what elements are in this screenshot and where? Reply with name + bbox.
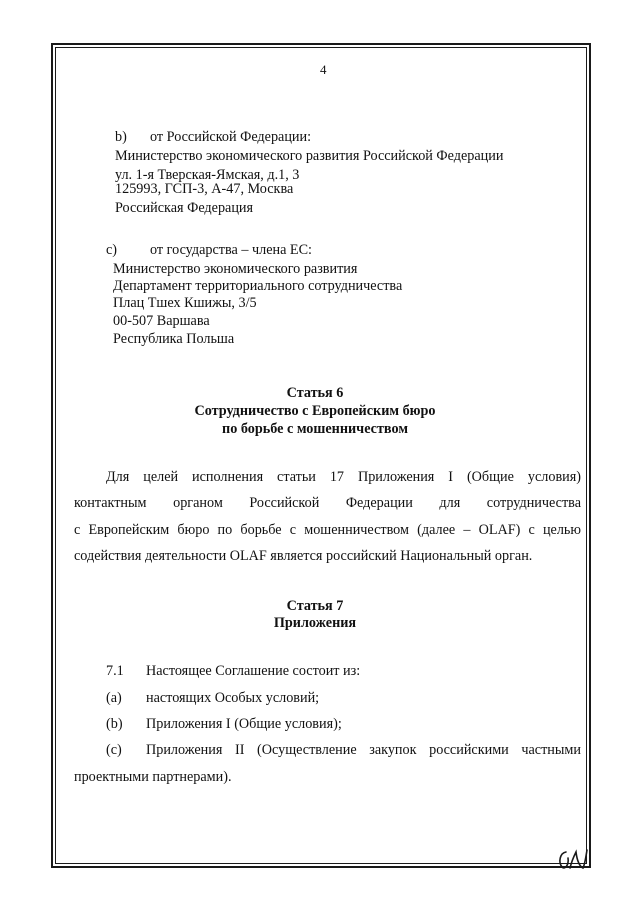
section-c-line: 00-507 Варшава — [113, 313, 210, 329]
article-7-item-text: настоящих Особых условий; — [146, 690, 320, 706]
article-7-item-label: (c) — [106, 742, 122, 758]
section-b-line: Российская Федерация — [115, 200, 254, 216]
article-7-item-label: (a) — [106, 690, 122, 706]
signature-initials-icon — [556, 846, 590, 874]
section-b-label: b) — [115, 129, 127, 145]
article-7-item-label: 7.1 — [106, 663, 124, 679]
article-6-paragraph-line: содействия деятельности OLAF является российский Национальный орган. — [74, 548, 533, 564]
article-6-paragraph-line: контактным органом Российской Федерации для сотрудничества — [74, 495, 581, 511]
article-6-paragraph-line: с Европейским бюро по борьбе с мошенничеством (далее – OLAF) с целью — [74, 522, 581, 538]
article-6-subtitle: по борьбе с мошенничеством — [222, 421, 408, 437]
article-6-heading: Статья 6 — [286, 385, 344, 401]
article-7-item-continuation: проектными партнерами). — [74, 769, 232, 785]
section-c-line: Республика Польша — [113, 331, 235, 347]
article-6-subtitle: Сотрудничество с Европейским бюро — [194, 403, 436, 419]
section-c-line: Плац Тшех Кшижы, 3/5 — [113, 295, 257, 311]
section-c-title: от государства – члена ЕС: — [150, 242, 312, 258]
section-b-title: от Российской Федерации: — [150, 129, 312, 145]
article-7-item-text: Настоящее Соглашение состоит из: — [146, 663, 361, 679]
article-7-subtitle: Приложения — [273, 615, 357, 631]
section-c-label: c) — [106, 242, 118, 258]
section-c-line: Департамент территориального сотрудничества — [113, 278, 403, 294]
article-7-item-text: Приложения II (Осуществление закупок российскими частными — [146, 742, 581, 758]
article-7-item-text: Приложения I (Общие условия); — [146, 716, 342, 732]
article-6-paragraph-line: Для целей исполнения статьи 17 Приложения I (Общие условия) — [106, 469, 581, 485]
section-c-line: Министерство экономического развития — [113, 261, 358, 277]
section-b-line: Министерство экономического развития Российской Федерации — [115, 148, 504, 164]
article-7-heading: Статья 7 — [286, 598, 344, 614]
page-number: 4 — [320, 62, 327, 77]
section-b-line: ул. 1-я Тверская-Ямская, д.1, 3 — [115, 167, 300, 183]
article-7-item-label: (b) — [106, 716, 123, 732]
section-b-line: 125993, ГСП-3, А-47, Москва — [115, 181, 294, 197]
